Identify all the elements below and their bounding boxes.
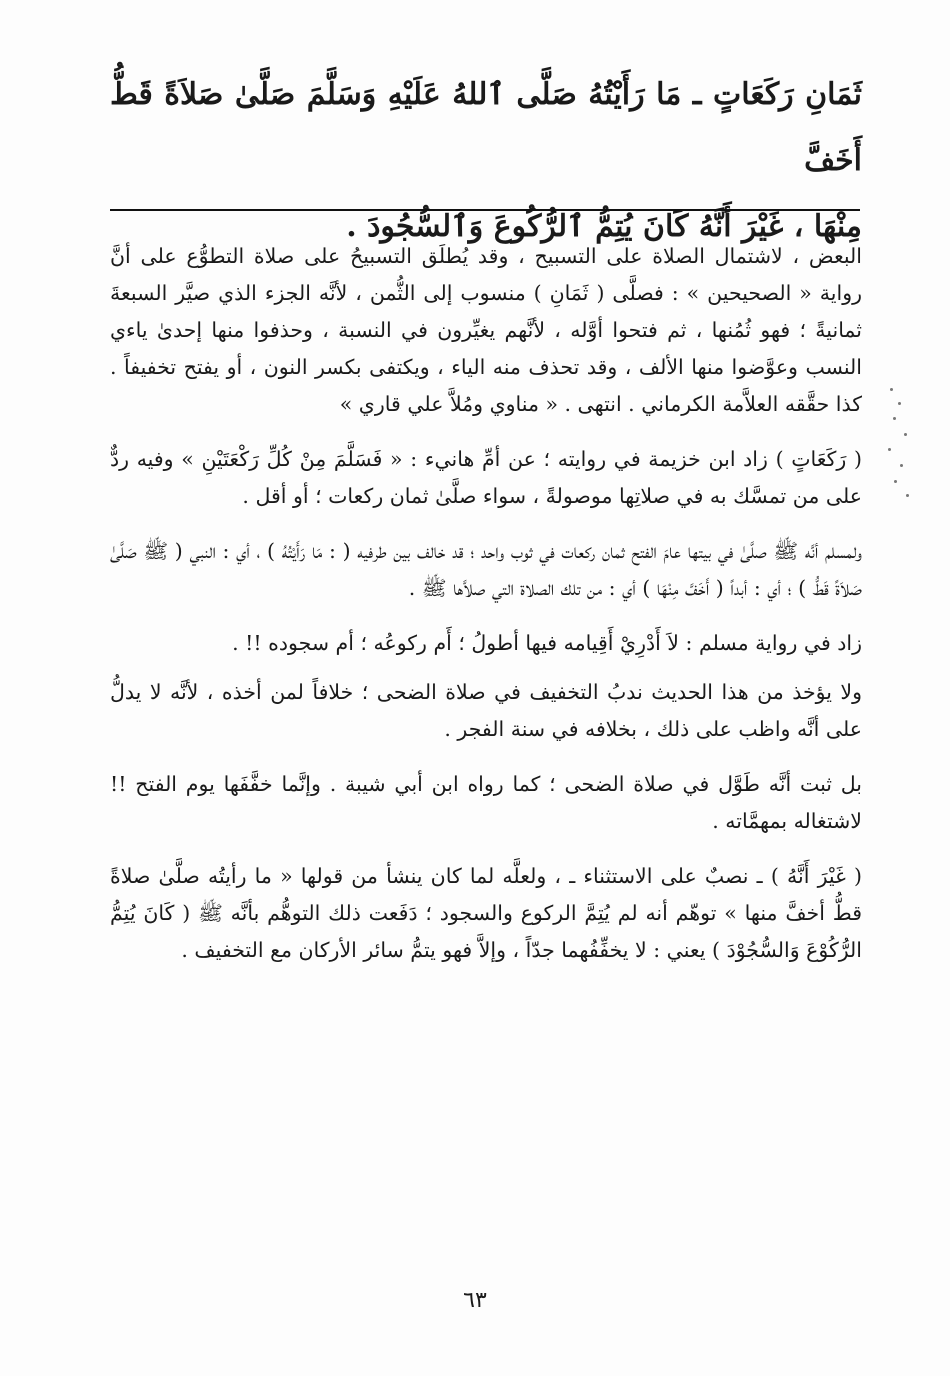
commentary xyxy=(110,238,862,987)
commentary-paragraph-3: ولمسلم أنَّه ﷺ صلَّىٰ في بيتها عامَ الفتح ثمان ركعات في ثوب واحد ؛ قد خالف بين طرفيه ( : مَا رَأَيْتُهُ ) ، أي : النبي ( ﷺ صَلَّىٰ صَلاَةً قَطُّ ) ؛ أي : أبداً ( أَخَفَّ مِنْهَا ) أي : من تلك الصلاة التي صلاَّها ﷺ . xyxy=(110,539,862,600)
commentary-paragraph-6: بل ثبت أنَّه طَوَّل في صلاة الضحى ؛ كما رواه ابن أبي شيبة . وإنَّما خفَّفَها يوم الفتح !! لاشتغاله بمهمَّاته . xyxy=(110,772,862,833)
hadith-text xyxy=(110,62,862,260)
margin-scan-marks xyxy=(884,384,914,504)
page-number: ٦٣ xyxy=(463,1288,487,1313)
hadith-line-1: ثَمَانِ رَكَعَاتٍ ـ مَا رَأَيْتُهُ صَلَّى ٱللهُ عَلَيْهِ وَسَلَّمَ صَلَّىٰ صَلاَةً قَطُّ أَخَفَّ xyxy=(110,77,862,178)
commentary-paragraph-5: ولا يؤخذ من هذا الحديث ندبُ التخفيف في صلاة الضحى ؛ خلافاً لمن أخذه ، لأنَّه لا يدلُّ على أنَّه واظب على ذلك ، بخلافه في سنة الفجر . xyxy=(110,680,862,741)
separator-rule xyxy=(110,209,860,211)
commentary-paragraph-7: ( غَيْرَ أَنَّهُ ) ـ نصبٌ على الاستثناء ـ ، ولعلَّه لما كان ينشأ من قولها « ما رأيتُه صلَّىٰ صلاةً قطُّ أخفَّ منها » توهّم أنه لم يُتِمَّ الركوع والسجود ؛ دَفَعت ذلك التوهُّم بأنَّه ﷺ ( كَانَ يُتِمُّ الرُّكُوْعَ وَالسُّجُوْدَ ) يعني : لا يخفِّفُهما جدّاً ، وإلاَّ فهو يتمُّ سائر الأركان مع التخفيف . xyxy=(110,864,862,962)
commentary-paragraph-1: البعض ، لاشتمال الصلاة على التسبيح ، وقد يُطلَق التسبيحُ على صلاة التطوُّع على أنَّ رواية « الصحيحين » : فصلَّى ( ثَمَانِ ) منسوب إلى الثُّمن ، لأنَّه الجزء الذي صيَّر السبعةَ ثمانيةً ؛ فهو ثُمُنها ، ثم فتحوا أوَّله ، لأنَّهم يغيِّرون في النسبة ، وحذفوا منها إحدىٰ ياءي النسب وعوَّضوا منها الألف ، وقد تحذف منه الياء ، ويكتفى بكسر النون ، أو يفتح تخفيفاً . كذا حقَّقه العلاَّمة الكرماني . انتهى . « مناوي ومُلاَّ علي قاري » xyxy=(110,244,862,416)
commentary-paragraph-2: ( رَكَعَاتٍ ) زاد ابن خزيمة في روايته ؛ عن أمِّ هانيء : « فَسَلَّمَ مِنْ كُلِّ رَكْعَتَيْنِ » وفيه ردٌّ على من تمسَّك به في صلاتِها موصولةً ، سواء صلَّىٰ ثمان ركعات ؛ أو أقل . xyxy=(110,447,862,508)
hadith-line-2: مِنْهَا ، غَيْرَ أَنَّهُ كَانَ يُتِمُّ ٱلرُّكُوعَ وَٱلسُّجُودَ . xyxy=(346,209,862,244)
commentary-paragraph-4: زاد في رواية مسلم : لاَ أَدْرِيْ أَقِيامه فيها أطولُ ؛ أَم ركوعُه ؛ أم سجوده !! . xyxy=(232,631,862,655)
